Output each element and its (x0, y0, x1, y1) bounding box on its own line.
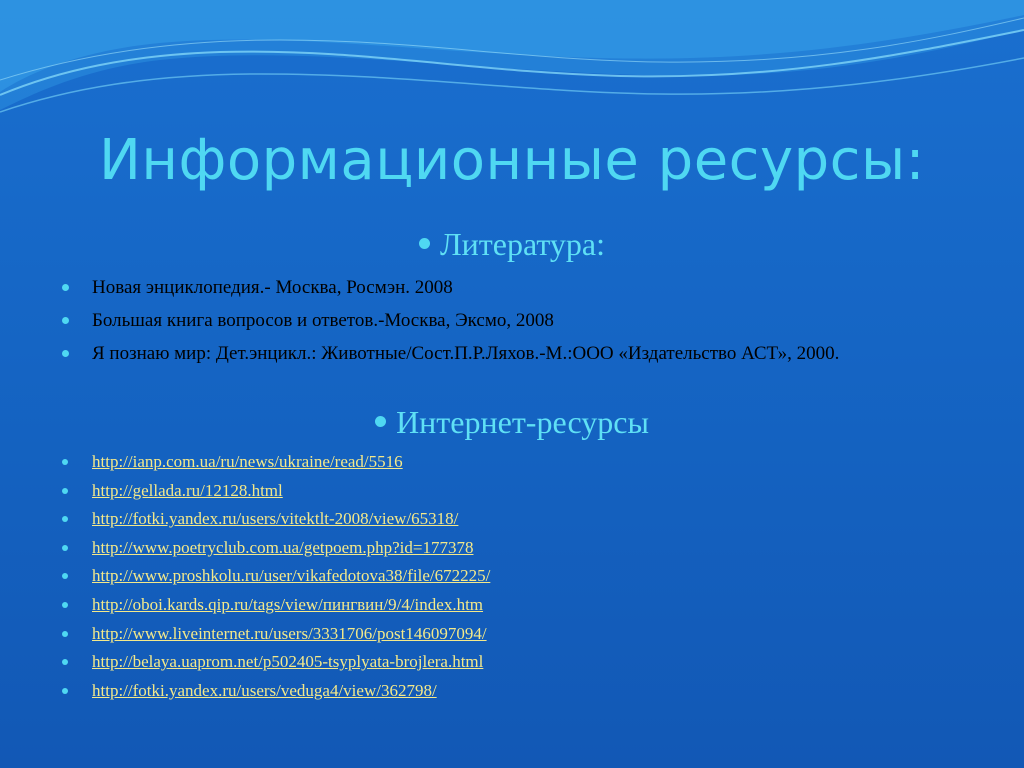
bullet-icon (62, 573, 68, 579)
bullet-icon (375, 416, 386, 427)
bullet-icon (62, 631, 68, 637)
literature-heading (0, 226, 1024, 263)
bullet-icon (62, 459, 68, 465)
list-item: Я познаю мир: Дет.энцикл.: Животные/Сост.П.Р.Ляхов.-М.:ООО «Издательство АСТ», 2000. (62, 342, 962, 366)
literature-list (62, 276, 962, 375)
bullet-icon (62, 488, 68, 494)
resource-link[interactable]: http://oboi.kards.qip.ru/tags/view/пингвин/9/4/index.htm (92, 594, 484, 614)
bullet-icon (419, 238, 430, 249)
resource-link[interactable]: http://www.poetryclub.com.ua/getpoem.php?id=177378 (92, 537, 474, 557)
list-item (62, 681, 962, 701)
list-item (62, 566, 962, 586)
resource-link[interactable]: http://ianp.com.ua/ru/news/ukraine/read/5516 (92, 452, 403, 471)
resource-link[interactable]: http://fotki.yandex.ru/users/veduga4/view/362798/ (92, 680, 437, 700)
internet-heading-label: Интернет-ресурсы (396, 404, 649, 440)
list-item: Новая энциклопедия.- Москва, Росмэн. 2008 (62, 276, 962, 300)
decorative-waves (0, 0, 1024, 130)
bullet-icon (62, 602, 68, 608)
bullet-icon (62, 688, 68, 694)
list-item (62, 509, 962, 529)
resource-link[interactable]: http://fotki.yandex.ru/users/vitektlt-2008/view/65318/ (92, 509, 459, 529)
list-item (62, 481, 962, 501)
list-item (62, 452, 962, 472)
list-item (62, 595, 962, 615)
resource-link[interactable]: http://gellada.ru/12128.html (92, 480, 283, 500)
internet-heading (0, 404, 1024, 441)
list-item: Большая книга вопросов и ответов.-Москва, Эксмо, 2008 (62, 309, 962, 333)
bullet-icon (62, 284, 69, 291)
list-item (62, 652, 962, 672)
list-item (62, 538, 962, 558)
literature-heading-label: Литература: (439, 226, 606, 262)
internet-links-list (62, 452, 962, 709)
bullet-icon (62, 545, 68, 551)
bullet-icon (62, 317, 69, 324)
bullet-icon (62, 350, 69, 357)
bullet-icon (62, 659, 68, 665)
bullet-icon (62, 516, 68, 522)
list-item (62, 624, 962, 644)
resource-link[interactable]: http://www.proshkolu.ru/user/vikafedotova38/file/672225/ (92, 566, 491, 586)
slide-title: Информационные ресурсы: (98, 128, 926, 193)
resource-link[interactable]: http://www.liveinternet.ru/users/3331706/post146097094/ (92, 623, 487, 643)
resource-link[interactable]: http://belaya.uaprom.net/p502405-tsyplyata-brojlera.html (92, 652, 484, 672)
